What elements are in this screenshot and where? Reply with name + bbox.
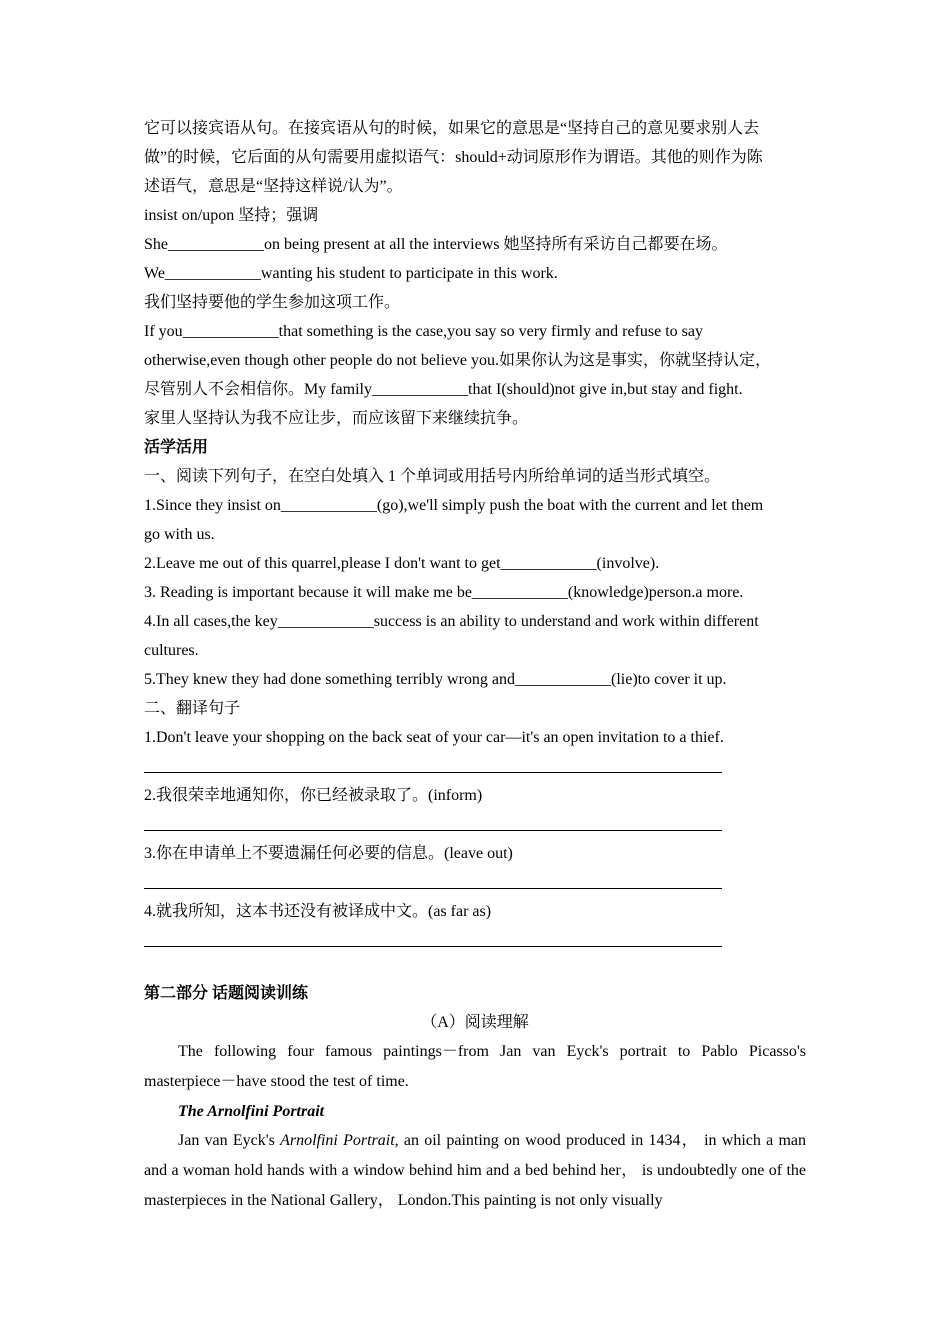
section-title: 一、阅读下列句子，在空白处填入 1 个单词或用括号内所给单词的适当形式填空。 [144, 468, 721, 485]
answer-line[interactable] [144, 926, 722, 947]
answer-line[interactable] [144, 752, 722, 773]
text-line: 家里人坚持认为我不应让步，而应该留下来继续抗争。 [144, 410, 529, 427]
example-translation: 我们坚持要他的学生参加这项工作。 [144, 294, 401, 311]
painting-title: The Arnolfini Portrait [178, 1103, 325, 1120]
painting-name: Arnolfini Portrait [280, 1132, 395, 1149]
translation-question-3: 3.你在申请单上不要遗漏任何必要的信息。(leave out) [144, 845, 513, 862]
text-line: 它可以接宾语从句。在接宾语从句的时候，如果它的意思是“坚持自己的意见要求别人去 [144, 120, 760, 137]
answer-line[interactable] [144, 810, 722, 831]
question-5: 5.They knew they had done something terribly wrong and____________(lie)to cover it up. [144, 671, 727, 688]
document-page [144, 114, 806, 1216]
text-line: insist on/upon 坚持；强调 [144, 207, 319, 224]
painting-paragraph [144, 1126, 806, 1216]
question-2: 2.Leave me out of this quarrel,please I don't want to get____________(involve). [144, 555, 660, 572]
translation-question-4: 4.就我所知，这本书还没有被译成中文。(as far as) [144, 903, 492, 920]
section-title: 二、翻译句子 [144, 700, 241, 717]
reading-subheading: （A）阅读理解 [421, 1014, 529, 1031]
intro-paragraph: The following four famous paintings－from Jan van Eyck's portrait to Pablo Picasso's masterpiece－have stood the test of time. [144, 1043, 806, 1090]
translation-question-1: 1.Don't leave your shopping on the back seat of your car—it's an open invitation to a thief. [144, 729, 724, 746]
text-line: If you____________that something is the case,you say so very firmly and refuse to say [144, 323, 703, 340]
text-line: 尽管别人不会相信你。My family____________that I(should)not give in,but stay and fight. [144, 381, 743, 398]
example-sentence: She____________on being present at all the interviews 她坚持所有采访自己都要在场。 [144, 236, 728, 253]
answer-line[interactable] [144, 868, 722, 889]
text-line: 述语气，意思是“坚持这样说/认为”。 [144, 178, 403, 195]
question-1: 1.Since they insist on____________(go),we'll simply push the boat with the current and let them [144, 497, 764, 514]
part-two-heading: 第二部分 话题阅读训练 [144, 985, 309, 1002]
translation-question-2: 2.我很荣幸地通知你，你已经被录取了。(inform) [144, 787, 483, 804]
paragraph-text: , an oil painting on wood produced in 1434， in which a man and a woman hold hands with a window behind him and a bed behind her， is undoubtedly one of the masterpieces in the National Gallery， London.This painting is not only visually [144, 1132, 806, 1209]
question-1-continued: go with us. [144, 526, 215, 543]
text-line: 做”的时候，它后面的从句需要用虚拟语气：should+动词原形作为谓语。其他的则作为陈 [144, 149, 763, 166]
text-line: otherwise,even though other people do not believe you.如果你认为这是事实，你就坚持认定， [144, 352, 772, 369]
question-4-continued: cultures. [144, 642, 199, 659]
paragraph-text: Jan van Eyck's [178, 1132, 281, 1149]
practice-heading: 活学活用 [144, 439, 209, 456]
example-sentence: We____________wanting his student to participate in this work. [144, 265, 558, 282]
question-3: 3. Reading is important because it will make me be____________(knowledge)person.a more. [144, 584, 744, 601]
question-4: 4.In all cases,the key____________success is an ability to understand and work within different [144, 613, 759, 630]
